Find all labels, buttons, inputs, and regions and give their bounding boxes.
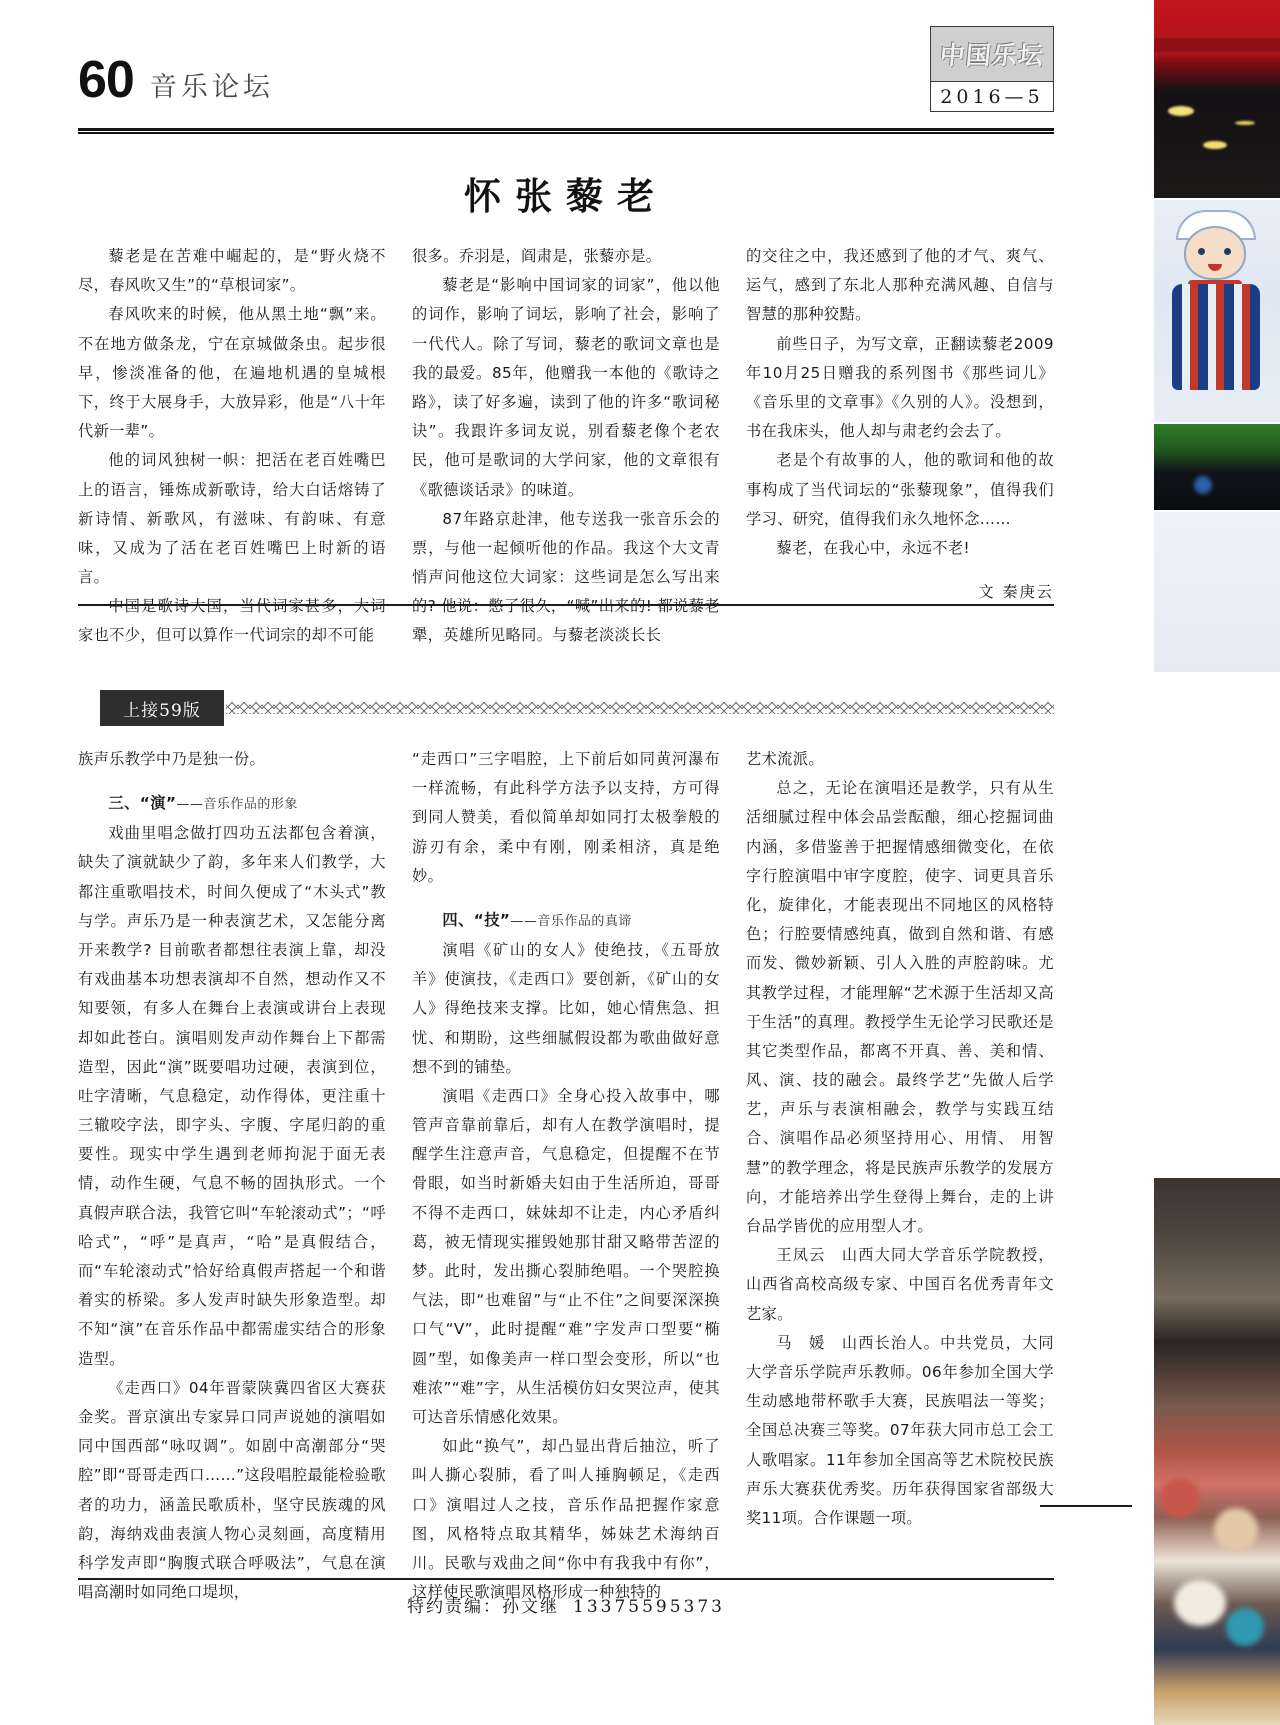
column-end-rule (1040, 1505, 1132, 1507)
cont-column-1 (78, 745, 386, 1607)
paragraph: 如此“换气”，却凸显出背后抽泣，听了叫人撕心裂肺，看了叫人捶胸顿足，《走西口》演唱过人之技，音乐作品把握作家意图，风格特点取其精华，姊妹艺术海纳百川。民歌与戏曲之间“你中有我我中有你”，这样使民歌演唱风格形成一种独特的 (412, 1437, 720, 1602)
paragraph: 《走西口》04年晋蒙陕冀四省区大赛获金奖。晋京演出专家异口同声说她的演唱如同中国西部“咏叹调”。如剧中高潮部分“哭腔”即“哥哥走西口……”这段唱腔最能检验歌者的功力，涵盖民歌质朴，坚守民族魂的风韵，海纳戏曲表演人物心灵刻画，高度精用科学发声即“胸腹式联合呼吸法”，气息在演唱高潮时如同绝口堤坝， (78, 1378, 386, 1602)
footer-divider (78, 1578, 1054, 1580)
section-heading-3 (78, 792, 386, 813)
paragraph: 演唱《矿山的女人》使绝技，《五哥放羊》使演技，《走西口》要创新，《矿山的女人》得绝技来支撑。比如，她心情焦急、担忧、和期盼，这些细腻假设都为歌曲做好意想不到的铺垫。 (412, 940, 720, 1076)
header-divider (78, 128, 1054, 134)
paragraph: 前些日子，为写文章，正翻读藜老2009年10月25日赠我的系列图书《那些词儿》《音乐里的文章事》《久别的人》。没想到，书在我床头，他人却与肃老约会去了。 (746, 334, 1054, 441)
page-header (0, 0, 1132, 140)
paragraph: 艺术流派。 (746, 750, 824, 768)
photo-bleed-strip (1132, 0, 1280, 1725)
article-main-columns (78, 242, 1054, 651)
photo-green-dark-scene (1154, 424, 1280, 510)
cont-column-3 (746, 745, 1054, 1607)
article-title: 怀张藜老 (464, 175, 668, 218)
section-heading-4 (412, 909, 720, 930)
paragraph: 演唱《走西口》全身心投入故事中，哪管声音靠前靠后，却有人在教学演唱时，提醒学生注意声音，气息稳定，但提醒不在节骨眼，如当时新婚夫妇由于生活所迫，哥哥不得不走西口，妹妹却不让走，内心矛盾纠葛，被无情现实摧毁她那甘甜又略带苦涩的梦。此时，发出撕心裂肺绝唱。一个哭腔换气法，即“也难留”与“止不住”之间要深深换口气“V”，此时提醒“难”字发声口型要“椭圆”型，如像美声一样口型会变形，所以“也难浓”“难”字，从生活模仿妇女哭泣声，使其可达音乐情感化效果。 (412, 1086, 720, 1426)
section-title: 音乐论坛 (149, 72, 274, 104)
article-signature: 文 秦庚云 (978, 583, 1054, 602)
folio-group (78, 51, 274, 109)
paragraph: 总之，无论在演唱还是教学，只有从生活细腻过程中体会品尝酝酿，细心挖掘词曲内涵，多借鉴善于把握情感细微变化，在依字行腔演唱中审字度腔，使字、词更具音乐化，旋律化，才能表现出不同地区的风格特色；行腔要情感纯真，做到自然和谐、有感而发、微妙新颖、引人入胜的声腔韵味。尤其教学过程，才能理解“艺术源于生活却又高于生活”的真理。教授学生无论学习民歌还是其它类型作品，都离不开真、善、美和情、风、演、技的融会。最终学艺“先做人后学艺，声乐与表演相融会，教学与实践互结合、演唱作品必须坚持用心、用情、 用智慧”的教学理念，将是民族声乐教学的发展方向，才能培养出学生登得上舞台，走的上讲台品学皆优的应用型人才。 (746, 779, 1054, 1235)
paragraph: 87年路京赴津，他专送我一张音乐会的票，与他一起倾听他的作品。我这个大文青悄声问他这位大词家：这些词是怎么写出来的? 他说：憋了很久，“喊”出来的! 都说藜老犟，英雄所见略同。与藜老淡淡长长 (412, 509, 720, 645)
paragraph: 戏曲里唱念做打四功五法都包含着演，缺失了演就缺少了韵，多年来人们教学，大都注重歌唱技术，时间久便成了“木头式”教与学。声乐乃是一种表演艺术，又怎能分离开来教学? 目前歌者都想往表演上靠，却没有戏曲基本功想表演却不自然，想动作又不知要领，有多人在舞台上表演或讲台上表现却如此苍白。演唱则发声动作舞台上下都需造型，因此“演”既要唱功过硬，表演到位，吐字清晰，气息稳定，动作得体，更注重十三辙咬字法，即字头、字腹、字尾归韵的重要性。现实中学生遇到老师拘泥于面无表情，动作生硬，气息不畅的固执形式。一个真假声联合法，我管它叫“车轮滚动式”；“呼哈式”，“呼”是真声，“哈”是真假结合，而“车轮滚动式”恰好给真假声搭起一个和谐着实的桥梁。多人发声时缺失形象造型。却不知“演”在音乐作品中都需虚实结合的形象造型。 (78, 824, 386, 1368)
paragraph: 春风吹来的时候，他从黑土地“飘”来。不在地方做条龙，宁在京城做条虫。起步很早，惨淡准备的他，在遍地机遇的皇城根下，终于大展身手，大放异彩，他是“八十年代新一辈”。 (78, 305, 386, 441)
masthead (930, 26, 1054, 112)
article-continued (78, 745, 1054, 1607)
continuation-banner (100, 690, 1054, 726)
paragraph: 老是个有故事的人，他的歌词和他的故事构成了当代词坛的“张藜现象”，值得我们学习、研究，值得我们永久地怀念…… (746, 451, 1054, 528)
paragraph: 的交往之中，我还感到了他的才气、爽气、运气，感到了东北人那种充满风趣、自信与智慧的那种狡黠。 (746, 247, 1054, 324)
photo-light-panel (1154, 512, 1280, 672)
footer-credit (78, 1592, 1054, 1617)
photo-crowd-scene (1154, 1178, 1280, 1725)
article-cont-columns (78, 745, 1054, 1607)
masthead-issue: 2016—5 (930, 82, 1054, 112)
cont-column-2 (412, 745, 720, 1607)
photo-cartoon-figure (1154, 200, 1280, 422)
continuation-tag: 上接59版 (100, 690, 224, 726)
section-heading-3-number: 三、“演” (108, 794, 177, 813)
column-1 (78, 242, 386, 651)
decorative-rule (226, 702, 1054, 714)
paragraph: 他的词风独树一帜：把活在老百姓嘴巴上的语言，锤炼成新歌诗，给大白话熔铸了新诗情、新歌风，有滋味、有韵味、有意味，又成为了活在老百姓嘴巴上时新的语言。 (78, 451, 386, 587)
author-bio: 王凤云 山西大同大学音乐学院教授，山西省高校高级专家、中国百名优秀青年文艺家。 (746, 1246, 1054, 1323)
footer-phone: 13375595373 (573, 1597, 725, 1617)
page-number: 60 (78, 51, 134, 109)
masthead-logo (930, 26, 1054, 82)
section-heading-4-subtitle: ——音乐作品的真谛 (510, 913, 632, 929)
section-heading-4-number: 四、“技” (442, 910, 511, 929)
masthead-logo-text: 中国乐坛 (938, 41, 1046, 70)
paragraph: 很多。乔羽是，阎肃是，张藜亦是。 (412, 247, 662, 265)
paragraph: 族声乐教学中乃是独一份。 (78, 750, 266, 768)
paragraph: 藜老是“影响中国词家的词家”，他以他的词作，影响了词坛，影响了社会，影响了一代代人。除了写词，藜老的歌词文章也是我的最爱。85年，他赠我一本他的《歌诗之路》，读了好多遍，读到了他的许多“歌词秘诀”。我跟许多词友说，别看藜老像个老农民，他可是歌词的大学问家，他的文章很有《歌德谈话录》的味道。 (412, 276, 720, 499)
paragraph: “走西口”三字唱腔，上下前后如同黄河瀑布一样流畅，有此科学方法予以支持，方可得到同人赞美，看似简单却如同打太极拳般的游刃有余，柔中有刚，刚柔相济，真是绝妙。 (412, 750, 720, 885)
footer-editor-label: 特约责编：孙文继 (407, 1597, 559, 1617)
article-divider (78, 604, 1054, 607)
article-main (78, 150, 1054, 651)
paragraph: 藜老是在苦难中崛起的，是“野火烧不尽，春风吹又生”的“草根词家”。 (78, 247, 386, 295)
author-bio: 马 媛 山西长治人。中共党员，大同大学音乐学院声乐教师。06年参加全国大学生动感地带杯歌手大赛，民族唱法一等奖；全国总决赛三等奖。07年获大同市总工会工人歌唱家。11年参加全国高等艺术院校民族声乐大赛获优秀奖。历年获得国家省部级大奖11项。合作课题一项。 (746, 1333, 1054, 1527)
column-2 (412, 242, 720, 651)
photo-red-signage (1154, 0, 1280, 198)
paragraph: 藜老，在我心中，永远不老! (776, 538, 970, 557)
paragraph: 中国是歌诗大国，当代词家甚多，大词家也不少，但可以算作一代词宗的却不可能 (78, 597, 386, 645)
column-3 (746, 242, 1054, 651)
section-heading-3-subtitle: ——音乐作品的形象 (176, 797, 298, 813)
